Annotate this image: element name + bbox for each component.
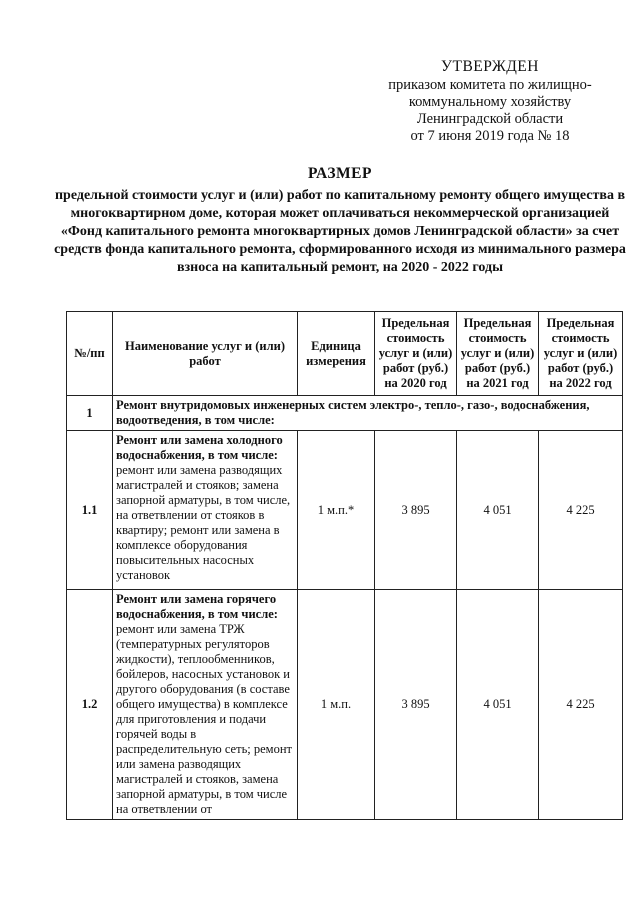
- header-unit: Единица измерения: [298, 312, 375, 396]
- row-unit: 1 м.п.*: [298, 431, 375, 590]
- section-text: Ремонт внутридомовых инженерных систем электро-, тепло-, газо-, водоснабжения, водоотведения, в том числе:: [113, 396, 623, 431]
- table-row: [67, 590, 623, 820]
- document-subtitle: предельной стоимости услуг и (или) работ по капитальному ремонту общего имущества в многоквартирном доме, которая может оплачиваться некоммерческой организацией «Фонд капитального ремонта многоквартирных домов Ленинградской области» за счет средств фонда капитального ремонта, сформированного исходя из минимального размера взноса на капитальный ремонт, на 2020 - 2022 годы: [54, 188, 626, 275]
- approval-line: Ленинградской области: [416, 111, 564, 127]
- approval-title: УТВЕРЖДЕН: [441, 58, 539, 75]
- cost-table: [66, 311, 623, 820]
- table-header-row: [67, 312, 623, 396]
- row-num: 1.1: [67, 431, 113, 590]
- header-num: №/пп: [67, 312, 113, 396]
- row-value-2022: 4 225: [539, 590, 623, 820]
- row-description-cell: [113, 590, 298, 820]
- table-row: [67, 431, 623, 590]
- document-title: РАЗМЕР: [308, 165, 372, 182]
- row-unit: 1 м.п.: [298, 590, 375, 820]
- row-value-2021: 4 051: [457, 590, 539, 820]
- row-num: 1.2: [67, 590, 113, 820]
- table-section-row: [67, 396, 623, 431]
- approval-block: [360, 58, 620, 145]
- header-2020: Предельная стоимость услуг и (или) работ (руб.) на 2020 год: [375, 312, 457, 396]
- approval-line: от 7 июня 2019 года № 18: [410, 128, 570, 144]
- row-title: Ремонт или замена горячего водоснабжения, в том числе:: [116, 592, 278, 621]
- row-description: ремонт или замена разводящих магистралей и стояков; замена запорной арматуры, в том числе, на ответвлении от стояков в квартиру; ремонт или замена в комплексе оборудования повысительных насосных установок: [116, 463, 291, 582]
- row-title: Ремонт или замена холодного водоснабжения, в том числе:: [116, 433, 283, 462]
- row-value-2021: 4 051: [457, 431, 539, 590]
- approval-line: приказом комитета по жилищно-: [388, 77, 592, 93]
- header-2021: Предельная стоимость услуг и (или) работ (руб.) на 2021 год: [457, 312, 539, 396]
- row-value-2020: 3 895: [375, 431, 457, 590]
- row-value-2020: 3 895: [375, 590, 457, 820]
- row-description: ремонт или замена ТРЖ (температурных регуляторов жидкости), теплообменников, бойлеров, насосных установок и другого оборудования (в составе общего имущества) в комплексе для приготовления и подачи горячей воды в распределительную сеть; ремонт или замена разводящих магистралей и стояков, замена запорной арматуры, в том числе на ответвлении от: [116, 622, 292, 816]
- header-name: Наименование услуг и (или) работ: [113, 312, 298, 396]
- row-description-cell: [113, 431, 298, 590]
- approval-line: коммунальному хозяйству: [408, 94, 572, 110]
- header-2022: Предельная стоимость услуг и (или) работ (руб.) на 2022 год: [539, 312, 623, 396]
- section-num: 1: [67, 396, 113, 431]
- document-heading: [50, 165, 630, 277]
- row-value-2022: 4 225: [539, 431, 623, 590]
